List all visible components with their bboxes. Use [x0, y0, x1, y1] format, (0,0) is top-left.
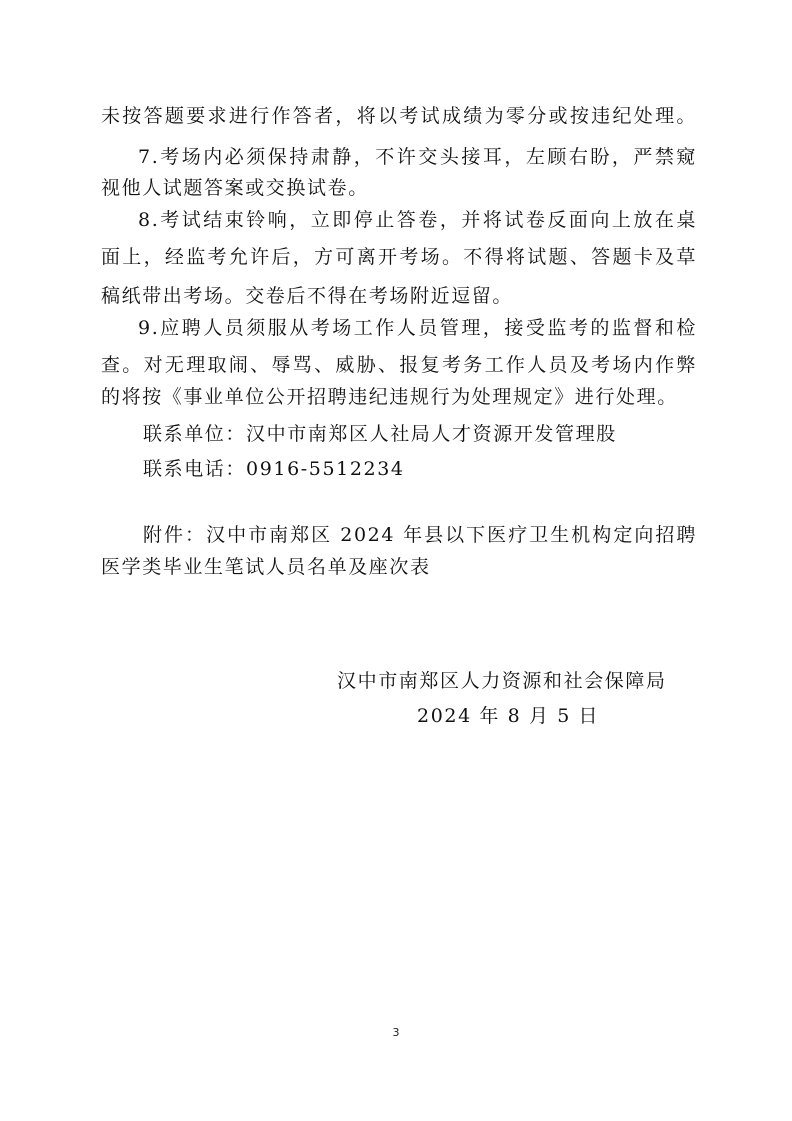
- body-line-8: 查。对无理取闹、辱骂、威胁、报复考务工作人员及考场内作弊: [101, 354, 697, 376]
- body-line-9: 的将按《事业单位公开招聘违纪违规行为处理规定》进行处理。: [101, 386, 678, 408]
- signature-organization: 汉中市南郑区人力资源和社会保障局: [337, 670, 667, 692]
- body-line-6: 稿纸带出考场。交卷后不得在考场附近逗留。: [101, 285, 514, 307]
- contact-unit: 联系单位：汉中市南郑区人社局人才资源开发管理股: [143, 423, 617, 445]
- body-line-3: 视他人试题答案或交换试卷。: [101, 177, 369, 199]
- attachment-line-2: 医学类毕业生笔试人员名单及座次表: [101, 556, 431, 578]
- page-number: 3: [392, 1026, 400, 1039]
- contact-phone: 联系电话：0916-5512234: [143, 458, 405, 480]
- attachment-line-1: 附件：汉中市南郑区 2024 年县以下医疗卫生机构定向招聘: [143, 524, 697, 546]
- body-line-7: 9.应聘人员须服从考场工作人员管理，接受监考的监督和检: [138, 317, 697, 339]
- body-line-2: 7.考场内必须保持肃静，不许交头接耳，左顾右盼，严禁窥: [138, 146, 697, 168]
- body-line-4: 8.考试结束铃响，立即停止答卷，并将试卷反面向上放在桌: [138, 209, 697, 231]
- body-line-1: 未按答题要求进行作答者，将以考试成绩为零分或按违纪处理。: [101, 105, 697, 127]
- signature-date: 2024 年 8 月 5 日: [417, 705, 600, 727]
- body-line-5: 面上，经监考允许后，方可离开考场。不得将试题、答题卡及草: [101, 246, 697, 268]
